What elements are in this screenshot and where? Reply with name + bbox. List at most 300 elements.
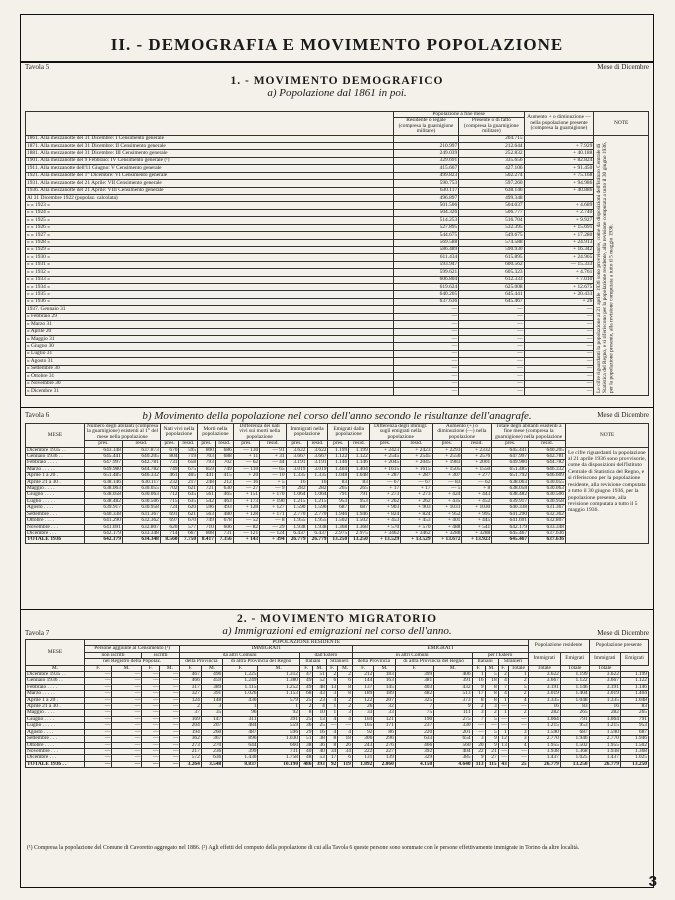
cell-pres: 532.395 [459, 224, 524, 231]
cell: 1.758 [258, 755, 300, 761]
cell: 480 [215, 511, 233, 517]
cell: — [160, 691, 180, 697]
cell: 1.064 [307, 492, 328, 498]
cell: — [160, 723, 180, 729]
cell: 631.367 [122, 511, 160, 517]
cell: 232 [160, 479, 179, 485]
cell: 484 [223, 723, 258, 729]
tav7-immigrati-header: IMMIGRATI [180, 646, 353, 652]
cell-var: + 12.675 [524, 284, 594, 291]
tav6-abitanti-header: Numero degli abitanti (compresa la guarnigione) esistenti al 1° del mese nella popolazione [85, 424, 161, 441]
cell: 1.955 [307, 518, 328, 524]
cell: 3 [326, 691, 337, 697]
cell: + 1615 [401, 466, 432, 472]
total-row [26, 537, 649, 543]
month-label: Febbraio . . . . [26, 684, 85, 690]
cell: 620 [160, 524, 179, 530]
cell: 8.837 [223, 761, 258, 767]
row-label: » Dicembre 31 [26, 387, 394, 395]
cell-var: + 9.927 [524, 217, 594, 224]
cell: 651.485 [492, 466, 529, 472]
cell: — 67 [369, 479, 400, 485]
cell: 577 [179, 524, 198, 530]
cell-var: + 7.929 [524, 143, 594, 150]
cell: 649.980 [492, 460, 529, 466]
cell: 8.417 [198, 537, 216, 543]
cell: 800 [198, 447, 216, 453]
tav5-month: Mese di Dicembre [597, 63, 649, 71]
cell: 145 [374, 684, 395, 690]
cell: 7 [395, 704, 433, 710]
table-row [26, 284, 649, 291]
cell: — 130 [233, 447, 259, 453]
cell: + 570 [369, 524, 400, 530]
cell: 415 [215, 473, 233, 479]
tav7-pres-immigr-header: Immigrati [589, 652, 620, 665]
cell: 3.019 [286, 466, 307, 472]
cell: 647.997 [492, 454, 529, 460]
cell: 1.215 [589, 723, 620, 729]
row-label: 1871. Alla mezzanotte del 31 Dicembre: II Censimento generale [26, 143, 394, 150]
cell: 606 [215, 524, 233, 530]
row-label: » » 1927 » [26, 232, 394, 239]
tav5-note-text: Le cifre riguardanti la popolazione al 21 aprile 1936 sono provvisorie, come da disposizioni dell'Istituto Centrale di Statistica del Regno, e si riferiscono per la popolazione residente, alla revisione computata a tutto il 30 giugno 1936, per la popolazione presente, alla revisione computata a tutto il 5 maggio 1936. [596, 141, 615, 393]
cell: 749 [215, 466, 233, 472]
cell: + 452 [462, 498, 492, 504]
month-label: Settembre . . . [26, 736, 85, 742]
table-row [26, 321, 649, 328]
cell: 282 [286, 486, 307, 492]
cell-var: — [524, 380, 594, 387]
cell-res: 637.636 [393, 298, 458, 305]
resid-header: resid. [215, 441, 233, 447]
cell: 3.667 [286, 454, 307, 460]
cell: 4 [326, 697, 337, 703]
cell: 92 [258, 710, 300, 716]
cell: 1.946 [328, 511, 349, 517]
cell: 1.215 [286, 498, 307, 504]
tav7-italiani-header: Italiani [300, 659, 327, 665]
cell: 1.502 [620, 742, 648, 748]
cell: 3.622 [307, 447, 328, 453]
cell: 38 [313, 736, 326, 742]
resid-header: resid. [122, 441, 160, 447]
m-header: M. [485, 665, 498, 671]
cell: 13.250 [349, 537, 370, 543]
cell-pres: — [459, 387, 524, 395]
totale-header: Totale [528, 665, 560, 671]
cell-pres: 549.675 [459, 232, 524, 239]
month-label: Agosto . . . . [26, 729, 85, 735]
cell: 1.946 [349, 511, 370, 517]
row-label: » » 1933 » [26, 276, 394, 283]
cell-pres: 506.777 [459, 209, 524, 216]
cell: 640.338 [85, 511, 123, 517]
cell: 1.938 [307, 524, 328, 530]
cell: 572 [180, 755, 201, 761]
cell-res: 544.675 [393, 232, 458, 239]
cell-res: 210.997 [393, 143, 458, 150]
cell: — 9 [260, 486, 286, 492]
cell: 466 [395, 742, 433, 748]
resid-header: resid. [401, 441, 432, 447]
cell: 715 [160, 498, 179, 504]
month-label: Luglio . . . . . [26, 723, 85, 729]
cell: — [85, 755, 112, 761]
cell: 791 [349, 492, 370, 498]
f-header: F. [498, 665, 508, 671]
table-row [26, 261, 649, 268]
cell: 96 [223, 710, 258, 716]
cell: 49 [300, 678, 313, 684]
cell: 8 [338, 691, 353, 697]
cell: 596 [198, 505, 216, 511]
cell: 1.146 [328, 460, 349, 466]
cell: 3 [201, 704, 222, 710]
cell: — [498, 748, 508, 754]
cell: — [160, 710, 180, 716]
cell: — [112, 697, 142, 703]
table-row [26, 269, 649, 276]
cell: 6.437 [307, 530, 328, 536]
cell: 459 [201, 678, 222, 684]
cell: 51 [313, 672, 326, 678]
table-row [26, 276, 649, 283]
cell: 1.590 [589, 729, 620, 735]
tav7-stranieri-header: Stranieri [326, 659, 352, 665]
cell-pres: 638.146 [459, 187, 524, 194]
cell: 461 [160, 473, 179, 479]
cell: 670 [160, 447, 179, 453]
cell: 1.502 [328, 518, 349, 524]
table-row [26, 239, 649, 246]
cell: + 273 [401, 492, 432, 498]
cell: 5 [485, 716, 498, 722]
cell: 27 [485, 755, 498, 761]
cell: + 171 [260, 511, 286, 517]
cell: 16 [307, 479, 328, 485]
cell: + 445 [462, 518, 492, 524]
cell: 621 [179, 511, 198, 517]
cell: 6 [338, 678, 353, 684]
table-row [26, 336, 649, 343]
cell: 2.770 [589, 736, 620, 742]
cell: — [142, 672, 160, 678]
cell: 124 [180, 697, 201, 703]
month-label: Aprile 21 a 30 . [26, 479, 85, 485]
cell: 391 [434, 678, 472, 684]
cell: 641.290 [492, 511, 529, 517]
cell: 749 [198, 518, 216, 524]
cell: 1.955 [286, 518, 307, 524]
cell: 559 [258, 723, 300, 729]
cell: 1.437 [528, 755, 560, 761]
row-label: » Novembre 30 [26, 380, 394, 387]
cell: 2 [498, 672, 508, 678]
cell: + 13.529 [369, 537, 400, 543]
header-rule [21, 61, 653, 63]
tav7-altra-prov2-header: di altra Provincia del Regno [395, 659, 472, 665]
cell: 1.064 [528, 716, 560, 722]
cell: 637.636 [529, 537, 566, 543]
page-title: II. - DEMOGRAFIA E MOVIMENTO POPOLAZIONE [110, 35, 564, 54]
cell: 687 [328, 505, 349, 511]
cell: + 2001 [462, 460, 492, 466]
table-row [26, 358, 649, 365]
month-label: Settembre . . . [26, 511, 85, 517]
cell: 724 [160, 505, 179, 511]
f-header: F. [180, 665, 201, 671]
cell-var: + 7.010 [524, 276, 594, 283]
cell: 638.482 [85, 498, 123, 504]
cell-var: — [524, 365, 594, 372]
cell: 194 [180, 729, 201, 735]
pres-header: pres. [492, 441, 529, 447]
cell: — [142, 723, 160, 729]
page-number: 3 [648, 873, 657, 890]
cell: 34 [326, 748, 337, 754]
cell: + 1983 [432, 460, 462, 466]
cell: 691 [160, 511, 179, 517]
cell: — [508, 716, 528, 722]
cell: 2 [338, 704, 353, 710]
cell: 282 [589, 710, 620, 716]
table-row [26, 350, 649, 357]
cell: + 903 [401, 505, 432, 511]
cell: 406 [434, 672, 472, 678]
cell: — [112, 729, 142, 735]
cell: 808 [198, 530, 216, 536]
cell: — [142, 761, 160, 767]
cell: 466 [180, 678, 201, 684]
cell: 641.691 [492, 518, 529, 524]
cell: 21 [485, 748, 498, 754]
cell: — [112, 755, 142, 761]
tav6-diff-header: Differenza dei nati vivi sui morti nella popolazione [233, 424, 286, 441]
tav7-heading [21, 613, 653, 637]
cell: 9 [472, 684, 485, 690]
cell: 399 [395, 672, 433, 678]
cell: 3.667 [528, 678, 560, 684]
cell: — 62 [462, 479, 492, 485]
cell: 26 [352, 704, 373, 710]
tav6-rule [21, 407, 653, 408]
cell: 36 [300, 723, 313, 729]
m-header: M. [112, 665, 142, 671]
cell: 37 [180, 710, 201, 716]
cell: 282 [528, 710, 560, 716]
tav7-non-iscritti-header: non iscritti [85, 652, 142, 658]
cell: 276 [374, 742, 395, 748]
cell: 1.026 [223, 691, 258, 697]
cell: — 62 [233, 460, 259, 466]
cell: 2 [326, 672, 337, 678]
cell-pres: — [459, 350, 524, 357]
cell: 640.205 [122, 454, 160, 460]
cell: 26.779 [589, 761, 620, 767]
cell: 637.873 [122, 447, 160, 453]
row-label: 1881. Alla mezzanotte del 31 Dicembre: III Censimento generale [26, 150, 394, 157]
cell: — [112, 736, 142, 742]
cell: 32 [374, 704, 395, 710]
cell: 2 [300, 704, 313, 710]
cell: 7 [498, 684, 508, 690]
tav5-subtitle: a) Popolazione dal 1861 in poi. [267, 87, 407, 99]
cell: + 824 [401, 511, 432, 517]
cell: 9 [434, 704, 472, 710]
cell: 638.063 [85, 486, 123, 492]
cell: 638.063 [492, 479, 529, 485]
cell: 8.560 [160, 537, 179, 543]
cell-pres: 502.274 [459, 172, 524, 179]
cell-res: 569.588 [393, 239, 458, 246]
cell: 83 [349, 479, 370, 485]
cell-res: — [393, 321, 458, 328]
cell: — [112, 684, 142, 690]
cell: + 2576 [462, 454, 492, 460]
cell: 542 [198, 498, 216, 504]
cell: 642.781 [529, 454, 566, 460]
cell: 8 [338, 684, 353, 690]
cell: 217 [180, 748, 201, 754]
cell: 2.770 [307, 511, 328, 517]
cell-var: + 91.450 [524, 165, 594, 172]
cell: 5 [508, 684, 528, 690]
cell: — 65 [260, 466, 286, 472]
cell: 721 [198, 486, 216, 492]
cell: 33 [374, 710, 395, 716]
cell-res: — [393, 306, 458, 313]
cell-pres: 600.562 [459, 261, 524, 268]
cell: + 151 [233, 492, 259, 498]
cell: — [85, 748, 112, 754]
cell: 83 [328, 479, 349, 485]
tav7-label: Tavola 7 [25, 629, 50, 637]
cell: 3.191 [286, 460, 307, 466]
tav7-da-estero-header: dall'Estero [300, 652, 353, 658]
cell: 311 [223, 716, 258, 722]
cell: 163 [374, 678, 395, 684]
tav7-in-comuni-header: in altri Comuni [352, 652, 472, 658]
cell: 33 [352, 710, 373, 716]
cell: 17 [472, 691, 485, 697]
cell: 25 [300, 716, 313, 722]
cell-res: 586.489 [393, 246, 458, 253]
cell: + 262 [369, 498, 400, 504]
cell: 687 [620, 729, 648, 735]
cell: 4 [508, 697, 528, 703]
cell-res: 527.895 [393, 224, 458, 231]
cell: 5 [485, 729, 498, 735]
cell: 642.179 [85, 530, 123, 536]
cell-pres: 252.832 [459, 150, 524, 157]
cell: + 824 [369, 511, 400, 517]
tav7-res-emigr-header: Emigrati [560, 652, 589, 665]
cell: — [160, 742, 180, 748]
tav7-mese-header: MESE [26, 640, 85, 666]
cell: 6 [338, 755, 353, 761]
cell-res: 415.667 [393, 165, 458, 172]
cell: — 10 [260, 473, 286, 479]
tav6-month: Mese di Dicembre [597, 411, 649, 419]
cell: 183 [374, 672, 395, 678]
cell-res: 640.205 [393, 291, 458, 298]
cell: 40 [313, 748, 326, 754]
cell: 1.122 [349, 454, 370, 460]
cell: 16 [286, 479, 307, 485]
cell: + 20 [233, 473, 259, 479]
cell: — [85, 704, 112, 710]
row-label: » Febbraio 29 [26, 313, 394, 320]
cell: 4 [508, 742, 528, 748]
tav7-provincia-header: della Provincia [180, 659, 223, 665]
cell: 201 [434, 729, 472, 735]
row-label: 1921. Alla mezzanotte del 1° Dicembre: VI Censimento generale [26, 172, 394, 179]
cell: 1.590 [286, 505, 307, 511]
cell-res: 249.039 [393, 150, 458, 157]
cell: 1.430 [223, 755, 258, 761]
cell: 646.332 [529, 466, 566, 472]
cell: 791 [328, 492, 349, 498]
month-label: Giugno . . . . [26, 492, 85, 498]
cell: + 170 [260, 492, 286, 498]
cell: — [326, 723, 337, 729]
row-label: » Agosto 31 [26, 358, 394, 365]
cell: 561 [198, 492, 216, 498]
tav7-residente-header: POPOLAZIONE RESIDENTE [85, 640, 529, 646]
cell: — [142, 704, 160, 710]
cell-pres: — [459, 313, 524, 320]
cell: 16 [313, 729, 326, 735]
cell: — [85, 742, 112, 748]
cell: 675 [179, 466, 198, 472]
cell: 13 [313, 716, 326, 722]
cell: 630.958 [122, 505, 160, 511]
table-row [26, 217, 649, 224]
cell: 7.356 [215, 537, 233, 543]
cell: 651.485 [85, 473, 123, 479]
cell: + 2293 [432, 447, 462, 453]
cell: + 307 [432, 473, 462, 479]
cell: + 13.672 [432, 537, 462, 543]
cell: 248 [198, 479, 216, 485]
cell: 385 [434, 755, 472, 761]
cell: 639.917 [492, 498, 529, 504]
cell-var: + 16.342 [524, 246, 594, 253]
cell: 630.117 [122, 479, 160, 485]
cell-var: + 40.188 [524, 150, 594, 157]
cell: + 1505 [432, 466, 462, 472]
table-row [26, 306, 649, 313]
tav7-table [25, 639, 649, 768]
row-label: » » 1924 » [26, 209, 394, 216]
cell: 212 [352, 672, 373, 678]
cell: 1.368 [328, 524, 349, 530]
cell: — 67 [401, 479, 432, 485]
cell: — [142, 684, 160, 690]
row-label: » » 1935 » [26, 291, 394, 298]
cell: 17 [326, 755, 337, 761]
cell: 8 [472, 697, 485, 703]
cell: 217 [179, 479, 198, 485]
cell: 702 [215, 460, 233, 466]
cell: 204 [180, 723, 201, 729]
cell: 641.290 [85, 518, 123, 524]
cell: 236 [201, 748, 222, 754]
table-row [26, 224, 649, 231]
month-label: Gennaio 1936 . . [26, 678, 85, 684]
cell: 51 [300, 736, 313, 742]
